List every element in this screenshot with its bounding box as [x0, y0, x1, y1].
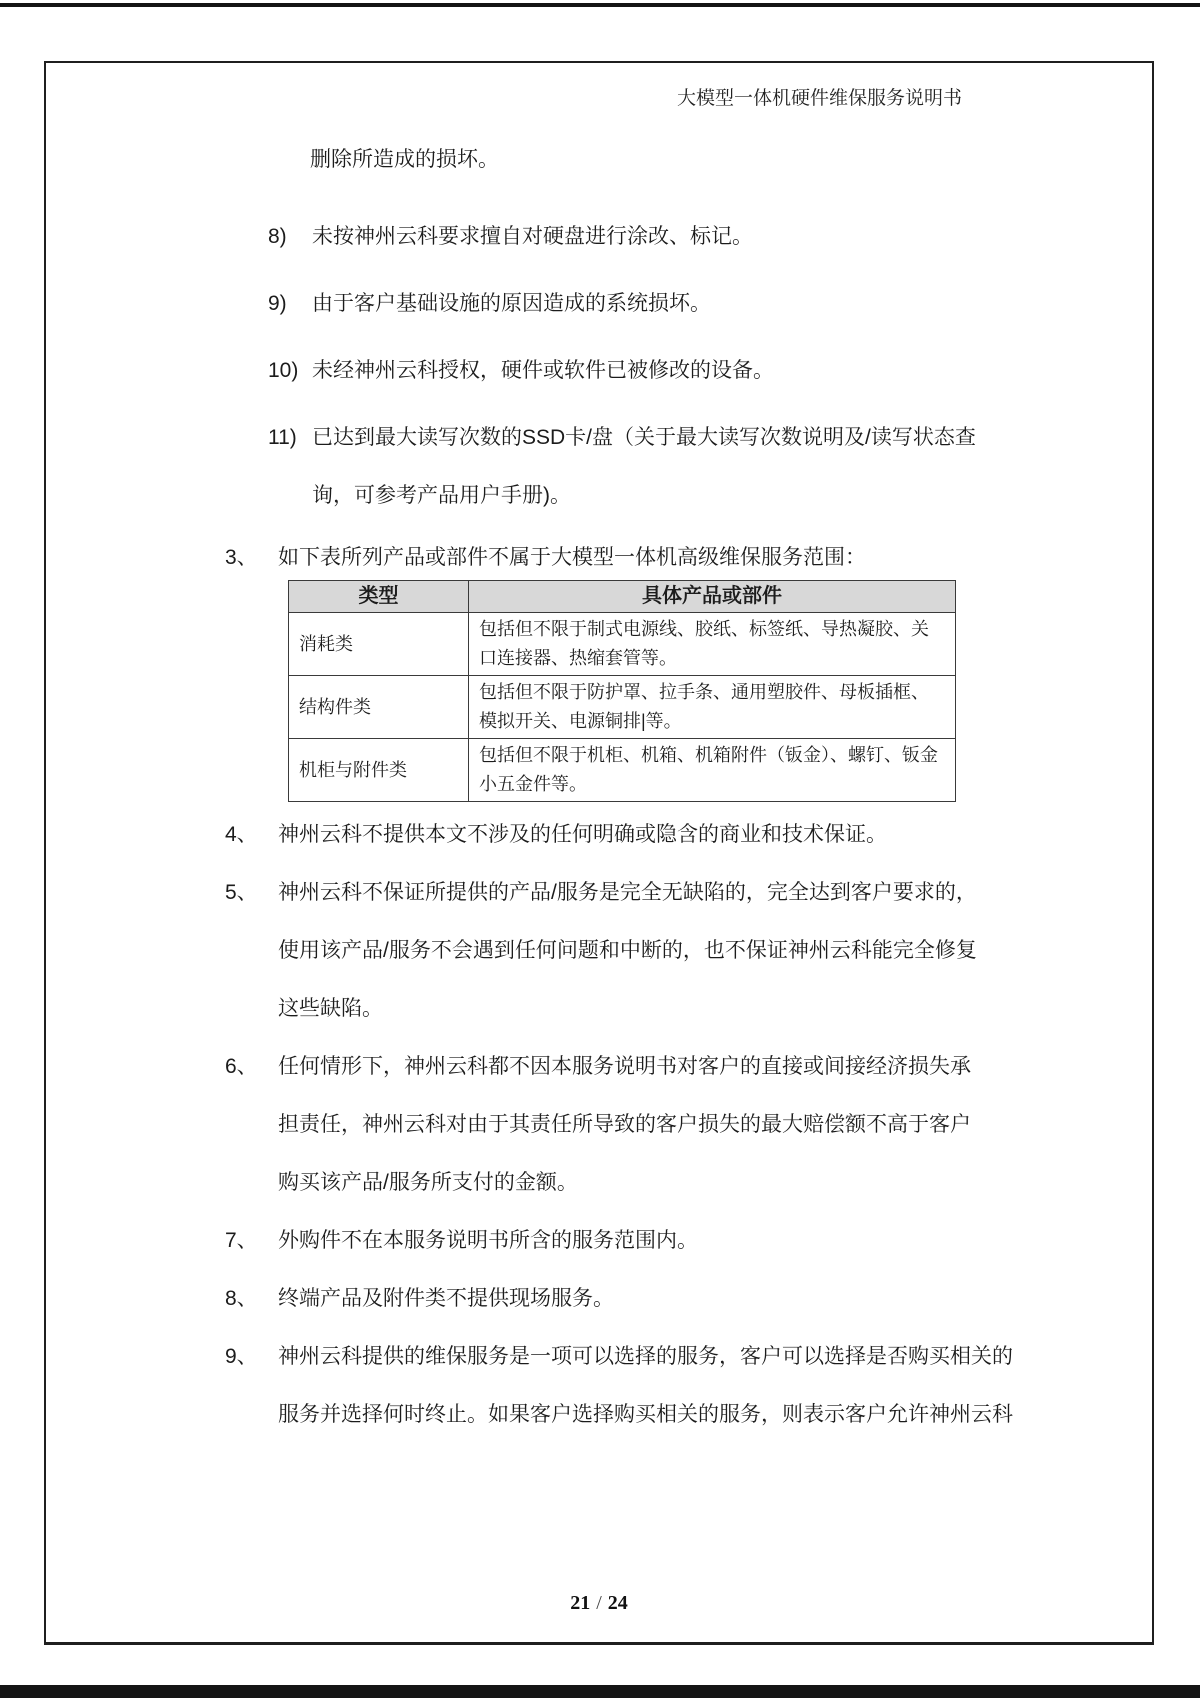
numbered-item-7 — [225, 1226, 1152, 1256]
item-text: 神州云科不保证所提供的产品/服务是完全无缺陷的，完全达到客户要求的， — [278, 881, 977, 904]
item-number: 9、 — [225, 1345, 258, 1368]
numbered-item-5 — [225, 878, 1152, 908]
numbered-item-10 — [268, 356, 1152, 386]
page-number-total: 24 — [607, 1592, 628, 1614]
cell-detail: 包括但不限于制式电源线、胶纸、标签纸、导热凝胶、关口连接器、热缩套管等。 — [469, 613, 956, 676]
item-text: 已达到最大读写次数的SSD卡/盘（关于最大读写次数说明及/读写状态查 — [312, 426, 976, 449]
numbered-item-6 — [225, 1052, 1152, 1082]
item-text: 未经神州云科授权，硬件或软件已被修改的设备。 — [312, 359, 774, 382]
table-header-type: 类型 — [289, 581, 469, 613]
paragraph-continuation-line: 删除所造成的损坏。 — [310, 148, 499, 171]
item-text: 未按神州云科要求擅自对硬盘进行涂改、标记。 — [312, 225, 753, 248]
item-text: 任何情形下，神州云科都不因本服务说明书对客户的直接或间接经济损失承 — [278, 1055, 971, 1078]
numbered-item-6-continuation: 购买该产品/服务所支付的金额。 — [278, 1171, 578, 1194]
page-footer — [46, 1592, 1152, 1615]
item-number: 6、 — [225, 1055, 258, 1078]
cell-detail: 包括但不限于机柜、机箱、机箱附件（钣金）、螺钉、钣金小五金件等。 — [469, 739, 956, 802]
page-border-frame — [44, 61, 1154, 1645]
item-number: 5、 — [225, 881, 258, 904]
top-edge-bar — [0, 3, 1200, 7]
item-number: 10) — [268, 359, 299, 382]
numbered-item-6-continuation: 担责任，神州云科对由于其责任所导致的客户损失的最大赔偿额不高于客户 — [278, 1113, 971, 1136]
cell-detail: 包括但不限于防护罩、拉手条、通用塑胶件、母板插框、模拟开关、电源铜排|等。 — [469, 676, 956, 739]
numbered-item-9-main — [225, 1342, 1152, 1372]
numbered-item-11 — [268, 423, 1152, 453]
item-number: 3、 — [225, 546, 258, 569]
cell-type: 消耗类 — [289, 613, 469, 676]
item-number: 7、 — [225, 1229, 258, 1252]
page-number-separator: / — [596, 1592, 602, 1614]
item-text: 神州云科提供的维保服务是一项可以选择的服务，客户可以选择是否购买相关的 — [278, 1345, 1013, 1368]
numbered-item-11-continuation: 询，可参考产品用户手册)。 — [312, 484, 571, 507]
item-text: 终端产品及附件类不提供现场服务。 — [278, 1287, 614, 1310]
item-number: 9) — [268, 292, 287, 315]
page-number-current: 21 — [570, 1592, 591, 1614]
numbered-item-3 — [225, 543, 1152, 573]
numbered-item-8-main — [225, 1284, 1152, 1314]
cell-type: 结构件类 — [289, 676, 469, 739]
item-number: 11) — [268, 426, 297, 449]
cell-type: 机柜与附件类 — [289, 739, 469, 802]
excluded-products-table — [288, 580, 956, 802]
numbered-item-9 — [268, 289, 1152, 319]
numbered-item-9-continuation: 服务并选择何时终止。如果客户选择购买相关的服务，则表示客户允许神州云科 — [278, 1403, 1013, 1426]
item-text: 神州云科不提供本文不涉及的任何明确或隐含的商业和技术保证。 — [278, 823, 887, 846]
numbered-item-8 — [268, 222, 1152, 252]
item-number: 8) — [268, 225, 287, 248]
item-text: 由于客户基础设施的原因造成的系统损坏。 — [312, 292, 711, 315]
item-number: 8、 — [225, 1287, 258, 1310]
numbered-item-5-continuation: 使用该产品/服务不会遇到任何问题和中断的，也不保证神州云科能完全修复 — [278, 939, 977, 962]
table-row — [289, 676, 956, 739]
bottom-edge-bar — [0, 1685, 1200, 1698]
item-text: 外购件不在本服务说明书所含的服务范围内。 — [278, 1229, 698, 1252]
item-text: 如下表所列产品或部件不属于大模型一体机高级维保服务范围： — [278, 546, 866, 569]
table-row — [289, 739, 956, 802]
document-title: 大模型一体机硬件维保服务说明书 — [676, 88, 962, 109]
numbered-item-5-continuation: 这些缺陷。 — [278, 997, 383, 1020]
table-header-row — [289, 581, 956, 613]
table-header-detail: 具体产品或部件 — [469, 581, 956, 613]
table-row — [289, 613, 956, 676]
item-number: 4、 — [225, 823, 258, 846]
page-header — [46, 86, 1152, 112]
numbered-item-4 — [225, 820, 1152, 850]
